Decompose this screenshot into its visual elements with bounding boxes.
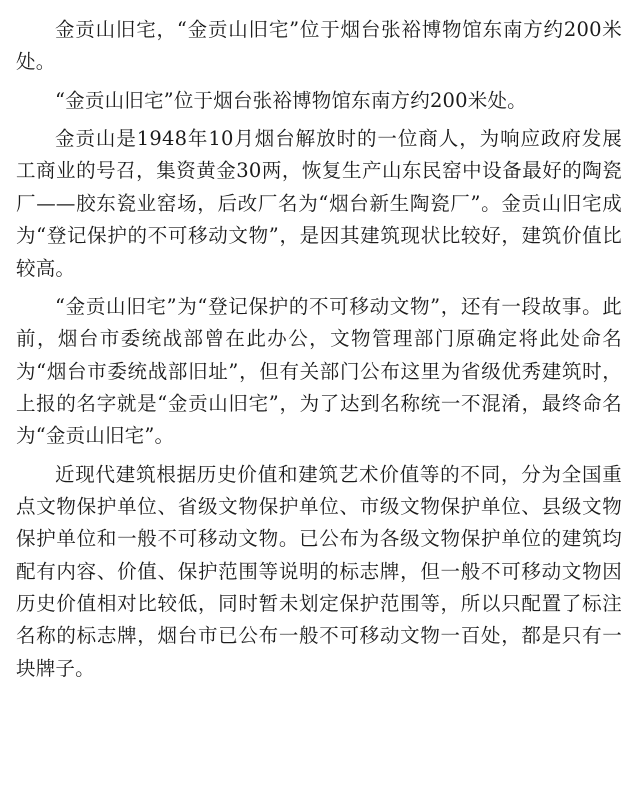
paragraph: 金贡山是1948年10月烟台解放时的一位商人，为响应政府发展工商业的号召，集资黄金30两，恢复生产山东民窑中设备最好的陶瓷厂——胶东瓷业窑场，后改厂名为“烟台新生陶瓷厂”。金贡山旧宅成为“登记保护的不可移动文物”，是因其建筑现状比较好，建筑价值比较高。 <box>16 127 622 280</box>
paragraph: 金贡山旧宅，“金贡山旧宅”位于烟台张裕博物馆东南方约200米处。 <box>16 18 622 74</box>
paragraph: 近现代建筑根据历史价值和建筑艺术价值等的不同，分为全国重点文物保护单位、省级文物保护单位、市级文物保护单位、县级文物保护单位和一般不可移动文物。已公布为各级文物保护单位的建筑均配有内容、价值、保护范围等说明的标志牌，但一般不可移动文物因历史价值相对比较低，同时暂未划定保护范围等，所以只配置了标注名称的标志牌，烟台市已公布一般不可移动文物一百处，都是只有一块牌子。 <box>16 462 622 680</box>
paragraph: “金贡山旧宅”为“登记保护的不可移动文物”，还有一段故事。此前，烟台市委统战部曾在此办公，文物管理部门原确定将此处命名为“烟台市委统战部旧址”，但有关部门公布这里为省级优秀建筑时，上报的名字就是“金贡山旧宅”，为了达到名称统一不混淆，最终命名为“金贡山旧宅”。 <box>16 294 622 448</box>
paragraph: “金贡山旧宅”位于烟台张裕博物馆东南方约200米处。 <box>55 88 527 112</box>
